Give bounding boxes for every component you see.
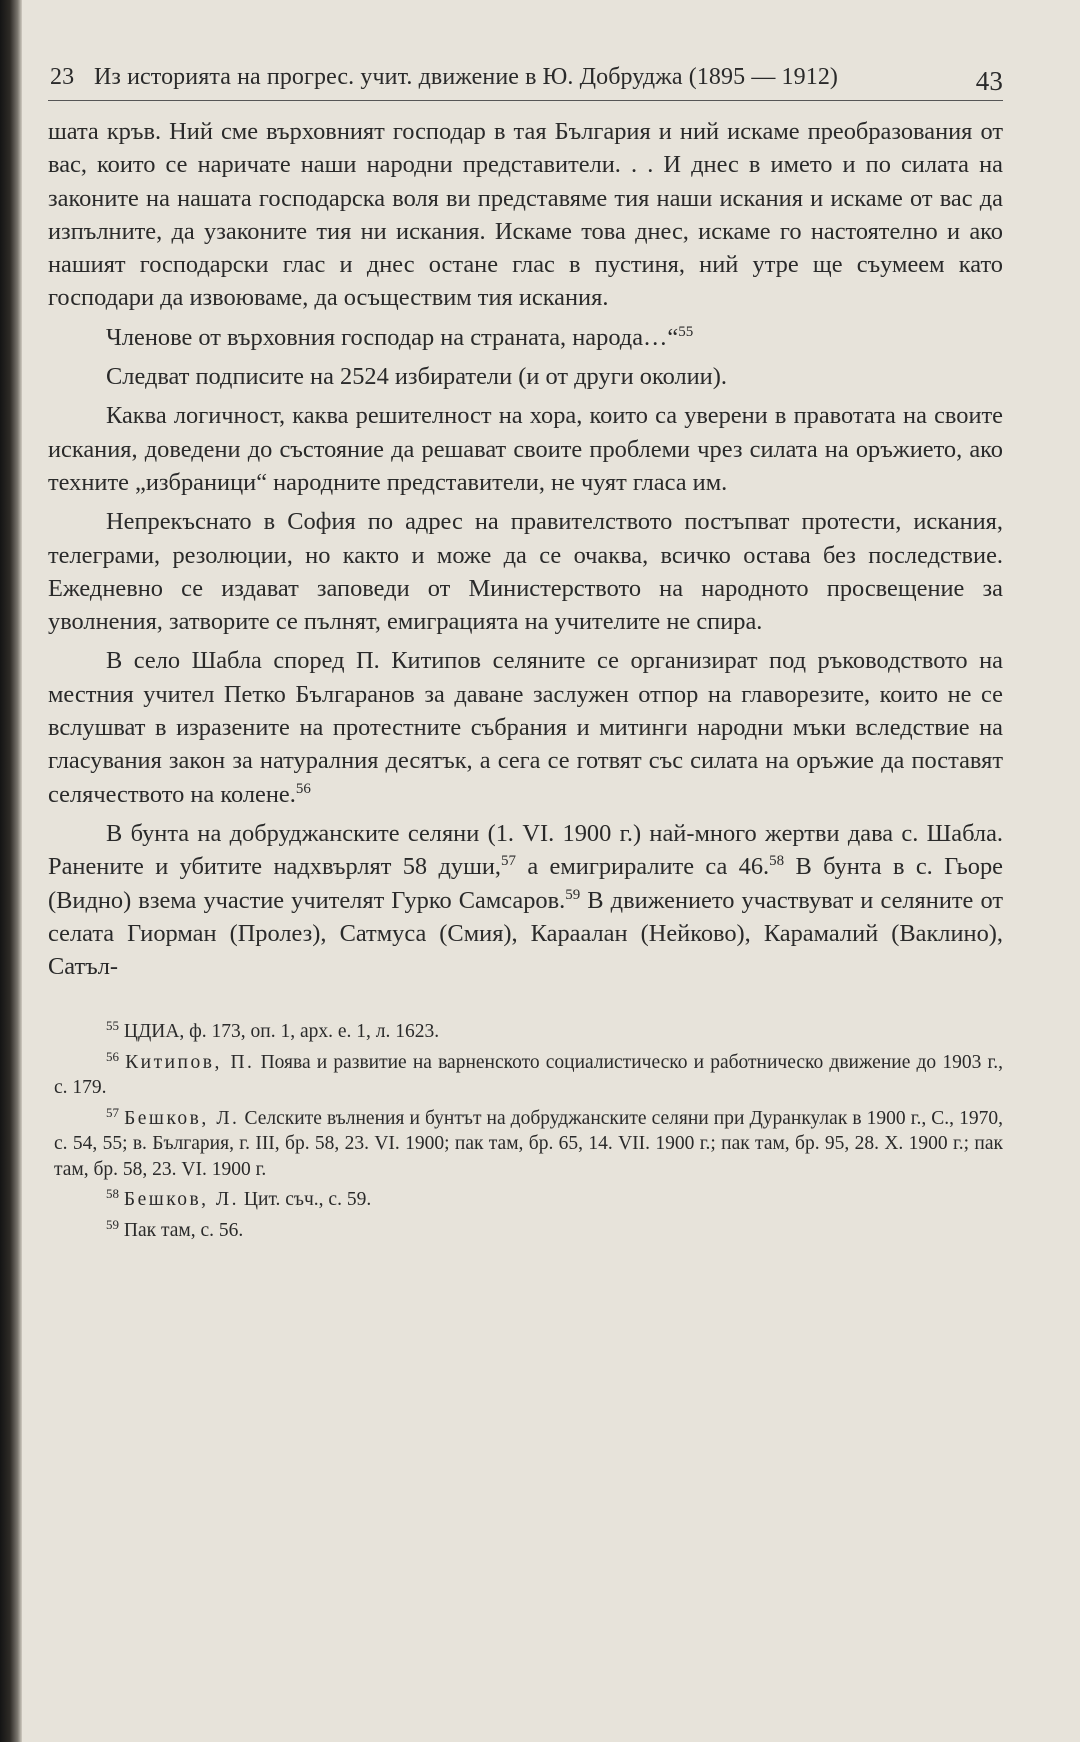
footnote-number: 57 [106,1104,119,1120]
paragraph-6-text: В село Шабла според П. Китипов селяните се организират под ръководството на местния учител Петко Българанов за даване заслужен отпор на главорезите, които не се вслушват в изразените на протестните събрания и митинги народни мъки вследствие на гласувания закон за натуралния десятък, а сега се готвят със силата на оръжие да поставят селячеството на колене. [48,647,1003,808]
book-page [48,58,1003,1248]
footnote-author: Бешков, Л. [123,1189,240,1211]
paragraph-6 [48,644,1003,810]
paragraph-2-text: Членове от върховния господар на страната, народа…“ [106,323,679,351]
paragraph-7 [48,817,1003,983]
footnote-number: 59 [106,1216,119,1232]
footnote-author: Китипов, П. [125,1051,255,1073]
footnote-ref-59: 59 [565,886,581,903]
footnote-ref-58: 58 [769,853,785,870]
running-head [48,58,1003,101]
footnote-55 [54,1019,1003,1045]
footnote-number: 55 [106,1018,119,1034]
paragraph-7-text-b: а емигриралите са 46. [516,853,770,881]
paragraph-7-text-c: В бунта в с. Гьоре (Видно) взема участие учителят Гурко Самсаров. [48,853,1003,914]
footnotes [48,1019,1003,1243]
paragraph-7-text-a: В бунта на добруджанските селяни (1. VI. 1900 г.) най-много жертви дава с. Шабла. Ранените и убитите надхвърлят 58 души, [48,819,1003,881]
paragraph-7-text-d: В движението участвуват и селяните от селата Гиорман (Пролез), Сатмуса (Смия), Караалан (Нейково), Карамалий (Ваклино), Сатъл- [48,886,1003,981]
footnote-text: Цит. съч., с. 59. [239,1189,372,1211]
footnote-57 [54,1106,1003,1183]
footnote-text: Селските вълнения и бунтът на добруджанските селяни при Дуранкулак в 1900 г., С., 1970, с. 54, 55; в. България, г. III, бр. 58, 23. VI. 1900; пак там, бр. 65, 14. VII. 1900 г.; пак там, бр. 95, 28. X. 1900 г.; пак там, бр. 58, 23. VI. 1900 г. [54,1107,1003,1180]
book-binding-shadow [0,0,22,1742]
page-number: 43 [975,66,1003,96]
footnote-text: Пак там, с. 56. [123,1219,244,1241]
footnote-author: Бешков, Л. [124,1107,240,1129]
footnote-59 [54,1218,1003,1244]
paragraph-1: шата кръв. Ний сме върховният господар в тая България и ний искаме преобразования от вас, които се наричате наши народни представители. . . И днес в името и по силата на законите на нашата господарска воля ви представяме тия наши искания и искаме от вас да изпълните, да узаконите тия ни искания. Искаме това днес, искаме го настоятелно и ако нашият господарски глас и днес остане глас в пустиня, ний утре ще съумеем като господари да извоюваме, да осъществим тия искания. [48,118,1003,312]
footnote-text: ЦДИА, ф. 173, оп. 1, арх. е. 1, л. 1623. [123,1021,440,1043]
paragraph-2 [48,321,1003,354]
footnote-ref-57: 57 [501,853,517,870]
footnote-ref-55: 55 [678,323,694,340]
footnote-number: 56 [106,1048,119,1064]
footnote-56 [54,1050,1003,1101]
running-head-number: 23 [50,64,75,90]
running-head-title: Из историята на прогрес. учит. движение в Ю. Добруджа (1895 — 1912) [94,64,839,90]
footnote-58 [54,1187,1003,1213]
paragraph-4: Каква логичност, каква решителност на хора, които са уверени в правотата на своите искания, доведени до състояние да решават своите проблеми чрез силата на оръжието, ако техните „избраници“ народните представители, не чуят гласа им. [48,402,1003,496]
main-text [48,115,1003,983]
footnote-ref-56: 56 [295,780,311,797]
footnote-number: 58 [106,1186,119,1202]
footnote-text: Поява и развитие на варненското социалистическо и работническо движение до 1903 г., с. 179. [54,1051,1004,1099]
paragraph-5: Непрекъснато в София по адрес на правителството постъпват протести, искания, телеграми, резолюции, но както и може да се очаква, всичко остава без последствие. Ежедневно се издават заповеди от Министерството на народното просвещение за уволнения, затворите се пълнят, емиграцията на учителите не спира. [48,508,1003,636]
paragraph-3: Следват подписите на 2524 избиратели (и от други околии). [106,363,727,391]
